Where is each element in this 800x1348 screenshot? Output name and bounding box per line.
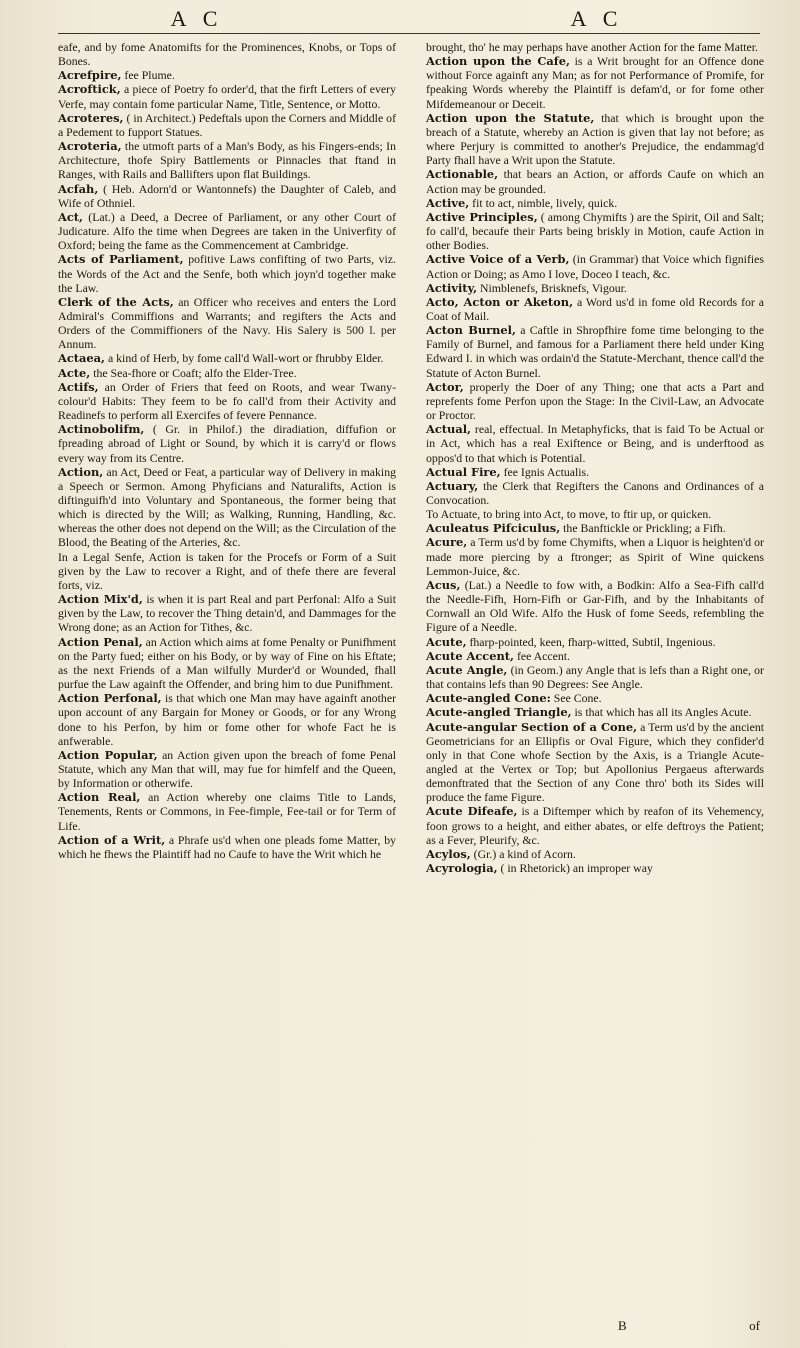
entry-definition: fee Ignis Actualis. — [500, 464, 590, 479]
dictionary-entry — [426, 663, 764, 691]
dictionary-entry — [58, 635, 396, 692]
entry-headword: Acus, — [426, 577, 461, 592]
entry-definition: a Caftle in Shropfhire fome time belonging to the Family of Burnel, and famous for a Parliament there held under King Edward I. in which was ordain'd the Statute-Merchant, thence call'd the Statute of Acton Burnel. — [426, 323, 764, 380]
dictionary-entry — [426, 281, 764, 295]
dictionary-entry — [426, 210, 764, 252]
dictionary-entry — [58, 111, 396, 139]
entry-definition: is that which one Man may have againft another upon account of any Bargain for Money or Goods, or for any Wrong done to his Perfon, by him or fome other for whofe Fact he is anfwerable. — [58, 691, 396, 748]
dictionary-entry — [58, 40, 396, 68]
dictionary-entry — [58, 748, 396, 790]
dictionary-entry — [58, 550, 396, 592]
entry-definition: fharp-pointed, keen, fharp-witted, Subtil, Ingenious. — [466, 634, 716, 649]
entry-definition: ( among Chymifts ) are the Spirit, Oil and Salt; fo call'd, becaufe their Parts being briskly in Motion, caufe Action in other Bodies. — [426, 209, 764, 253]
entry-headword: Action, — [58, 464, 104, 479]
entry-definition: pofitive Laws confifting of two Parts, viz. the Words of the Act and the Senfe, both which joyn'd together make the Law. — [58, 252, 396, 295]
entry-definition: brought, tho' he may perhaps have another Action for the fame Matter. — [426, 40, 759, 54]
entry-headword: Acylos, — [426, 846, 471, 861]
dictionary-entry — [58, 82, 396, 110]
entry-headword: Acute Angle, — [426, 662, 508, 677]
dictionary-entry — [426, 521, 764, 535]
entry-headword: Acute-angled Triangle, — [426, 705, 572, 720]
entry-definition: the Banftickle or Prickling; a Fifh. — [560, 521, 726, 536]
entry-headword: Acts of Parliament, — [58, 252, 184, 267]
entry-headword: Aculeatus Pifciculus, — [426, 521, 561, 536]
entry-headword: Acroteres, — [58, 110, 124, 125]
dictionary-entry — [58, 592, 396, 634]
dictionary-entry — [426, 323, 764, 380]
dictionary-entry — [426, 479, 764, 507]
dictionary-entry — [58, 295, 396, 352]
dictionary-entry — [426, 578, 764, 635]
entry-headword: Acute-angled Cone: — [426, 691, 551, 706]
entry-definition: a kind of Herb, by fome call'd Wall-wort or fhrubby Elder. — [105, 351, 384, 366]
entry-headword: Acton Burnel, — [426, 323, 516, 338]
entry-definition: real, effectual. In Metaphyficks, that is faid To be Actual or in Act, which has a real Exiftence or Being, and is underftood as oppos'd to that which is Potential. — [426, 422, 764, 465]
dictionary-entry — [426, 196, 764, 210]
entry-definition: a Word us'd in fome old Records for a Coat of Mail. — [426, 294, 765, 323]
entry-headword: Acrefpire, — [58, 68, 122, 83]
entry-definition: (in Geom.) any Angle that is lefs than a Right one, or that contains lefs than 90 Degrees: See Angle. — [426, 662, 764, 692]
dictionary-entry — [426, 705, 764, 719]
dictionary-entry — [58, 210, 396, 252]
entry-definition: (Lat.) a Deed, a Decree of Parliament, or any other Court of Judicature. Alfo the time when Degrees are taken in the Univerfity of Oxford; being the fame as the Commencement at Cambridge. — [58, 209, 396, 253]
entry-definition: Nimblenefs, Brisknefs, Vigour. — [477, 280, 627, 295]
entry-headword: Action Penal, — [58, 634, 143, 649]
running-header-left: A C — [170, 6, 224, 31]
left-column — [58, 40, 396, 861]
entry-definition: an Order of Friers that feed on Roots, and wear Twany-colour'd Habits: They feem to be fo call'd from their Activity and Readinefs to perform all Exercifes of fevere Pennance. — [58, 379, 396, 423]
entry-headword: Actionable, — [426, 167, 499, 182]
entry-headword: Actual, — [426, 422, 471, 437]
entry-definition: is a Diftemper which by reafon of its Vehemency, foon grows to a height, and either abates, or elfe deftroys the Patient; as a Fever, Pleurify, &c. — [426, 804, 764, 847]
dictionary-entry — [58, 833, 396, 861]
entry-definition: (in Grammar) that Voice which fignifies Action or Doing; as Amo I love, Doceo I teach, &c. — [426, 252, 764, 281]
entry-definition: ( in Rhetorick) an improper way — [497, 861, 653, 876]
entry-definition: (Gr.) a kind of Acorn. — [470, 846, 576, 861]
entry-definition: an Officer who receives and enters the Lord Admiral's Commiffions and Warrants; and regifters the Acts and Orders of the Commiffioners of the Navy. His Salery is 500 l. per Annum. — [58, 294, 396, 352]
dictionary-entry — [426, 380, 764, 422]
dictionary-entry — [426, 804, 764, 846]
dictionary-entry — [426, 635, 764, 649]
entry-headword: Actor, — [426, 379, 464, 394]
dictionary-entry — [426, 422, 764, 464]
entry-headword: Actual Fire, — [426, 464, 501, 479]
entry-headword: Action Real, — [58, 790, 141, 805]
entry-definition: an Action which aims at fome Penalty or Punifhment on the Party fued; either on his Body, or by way of Fine on his Eftate; as the next Friends of a Man wilfully Murder'd or Wounded, fhall purfue the Law againft the Offender, and bring him to due Punifhment. — [58, 634, 397, 692]
entry-definition: In a Legal Senfe, Action is taken for the Procefs or Form of a Suit given by the Law to recover a Right, and of thefe there are feveral forts, viz. — [58, 549, 396, 592]
dictionary-entry — [426, 535, 764, 577]
dictionary-entry — [426, 465, 764, 479]
entry-headword: Action Mix'd, — [58, 592, 143, 607]
dictionary-entry — [426, 720, 764, 805]
running-header-right: A C — [570, 6, 624, 31]
dictionary-entry — [426, 861, 764, 875]
entry-definition: is when it is part Real and part Perfonal: Alfo a Suit given by the Law, to recover the Thing detain'd, and Dammages for the Wrong done; as an Action for Tithes, &c. — [58, 592, 396, 635]
entry-headword: Action upon the Statute, — [426, 110, 595, 125]
entry-definition: that which is brought upon the breach of a Statute, whereby an Action is given that lay not before; as where Perjury is committed to another's Prejudice, the endammag'd Party fhall have a Writ upon the Statute. — [426, 110, 764, 168]
entry-definition: (Lat.) a Needle to fow with, a Bodkin: Alfo a Sea-Fifh call'd the Needle-Fifh, Horn-Fifh or Gar-Fifh, and by the Inhabitants of Cornwall an Old Wife. Alfo the Husk of fome Seeds, refembling the Figure of a Needle. — [426, 577, 764, 635]
entry-headword: Action upon the Cafe, — [426, 54, 570, 69]
entry-headword: Acute Difeafe, — [426, 804, 518, 819]
entry-headword: Acfah, — [58, 181, 99, 196]
dictionary-entry — [426, 40, 764, 54]
dictionary-entry — [426, 295, 764, 323]
entry-definition: See Cone. — [550, 691, 602, 706]
entry-headword: Acyrologia, — [426, 861, 498, 876]
dictionary-entry — [426, 847, 764, 861]
entry-definition: To Actuate, to bring into Act, to move, to ftir up, or quicken. — [426, 507, 712, 522]
dictionary-entry — [58, 380, 396, 422]
entry-headword: Clerk of the Acts, — [58, 294, 174, 309]
dictionary-entry — [426, 252, 764, 280]
entry-headword: Actuary, — [426, 478, 479, 493]
dictionary-entry — [426, 167, 764, 195]
dictionary-entry — [426, 54, 764, 111]
dictionary-entry — [426, 691, 764, 705]
entry-definition: the Sea-fhore or Coaft; alfo the Elder-Tree. — [90, 365, 297, 380]
entry-headword: Active Voice of a Verb, — [426, 252, 570, 267]
entry-headword: Acute Accent, — [426, 648, 514, 663]
dictionary-entry — [58, 351, 396, 365]
entry-definition: that bears an Action, or affords Caufe on which an Action may be grounded. — [426, 167, 764, 196]
dictionary-entry — [58, 465, 396, 550]
entry-headword: Acute-angular Section of a Cone, — [426, 719, 638, 734]
entry-headword: Acto, Acton or Aketon, — [426, 294, 574, 309]
dictionary-entry — [58, 691, 396, 748]
entry-definition: fit to act, nimble, lively, quick. — [469, 195, 618, 210]
entry-headword: Active Principles, — [426, 209, 538, 224]
entry-definition: a Term us'd by the ancient Geometricians for an Ellipfis or Oval Figure, which they confider'd only in that Cone whofe Section by the Axis, is a Triangle Acute-angled at the Vertex or Top; but Apollonius Pergaeus afterwards demonftrated that the Section of any Cone thro' both its Sides will produce the fame Figure. — [426, 719, 764, 805]
entry-definition: ( Gr. in Philof.) the diradiation, diffufion or fpreading abroad of Light or Sound, by which it is carry'd or flows every way from its Centre. — [58, 422, 396, 465]
entry-definition: an Act, Deed or Feat, a particular way of Delivery in making a Speech or Sermon. Among Phyficians and Naturalifts, Action is diftinguifh'd into Voluntary and Spontaneous, the former being that which is directed by the Will; as Walking, Running, Handling, &c. whereas the other does not depend on the Will; as the Circulation of the Blood, the Beating of the Arteries, &c. — [58, 464, 396, 550]
entry-definition: a piece of Poetry fo order'd, that the firft Letters of every Verfe, may contain fome particular Name, Title, Sentence, or Motto. — [58, 82, 396, 111]
entry-headword: Action of a Writ, — [58, 832, 166, 847]
dictionary-entry — [58, 790, 396, 832]
dictionary-entry — [58, 422, 396, 464]
entry-definition: the utmoft parts of a Man's Body, as his Fingers-ends; In Architecture, thofe Spiry Battlements or Pinnacles that ftand in Ranges, with Rails and Ballifters upon flat Buildings. — [58, 139, 396, 182]
entry-headword: Actifs, — [58, 379, 99, 394]
entry-headword: Actaea, — [58, 351, 106, 366]
dictionary-entry — [58, 366, 396, 380]
dictionary-entry — [58, 252, 396, 294]
dictionary-entry — [58, 68, 396, 82]
entry-headword: Active, — [426, 195, 470, 210]
entry-headword: Act, — [58, 209, 84, 224]
catchword: of — [749, 1318, 760, 1333]
entry-headword: Action Perfonal, — [58, 691, 162, 706]
signature-mark: B — [618, 1318, 627, 1333]
header-rule — [58, 33, 760, 34]
dictionary-entry — [58, 182, 396, 210]
entry-definition: a Term us'd by fome Chymifts, when a Liquor is heighten'd or made more piercing by a ftronger; as Spirit of Wine quickens Lemmon-Juice, &c. — [426, 535, 764, 578]
dictionary-entry — [426, 507, 764, 521]
entry-definition: fee Accent. — [514, 648, 571, 663]
entry-headword: Actinobolifm, — [58, 422, 145, 437]
dictionary-entry — [426, 649, 764, 663]
entry-definition: an Action given upon the breach of fome Penal Statute, which any Man that will, may fue for himfelf and the Queen, by Information or otherwife. — [58, 747, 397, 791]
entry-definition: is a Writ brought for an Offence done without Force againft any Man; as for not Performance of Promife, for fpeaking Words whereby the Plaintiff is defam'd, or for fome other Mifdemeanour or Deceit. — [426, 54, 764, 111]
entry-definition: an Action whereby one claims Title to Lands, Tenements, Rents or Commons, in Fee-fimple, Fee-tail or for Term of Life. — [58, 790, 396, 833]
entry-definition: ( in Architect.) Pedeftals upon the Corners and Middle of a Pedement to fupport Statues. — [58, 110, 396, 139]
entry-headword: Acute, — [426, 634, 467, 649]
entry-definition: is that which has all its Angles Acute. — [571, 705, 752, 720]
entry-definition: properly the Doer of any Thing; one that acts a Part and reprefents fome Perfon upon the Stage: In the Civil-Law, an Advocate or Proctor. — [426, 379, 764, 423]
entry-headword: Acure, — [426, 535, 468, 550]
entry-headword: Action Popular, — [58, 747, 158, 762]
entry-definition: a Phrafe us'd when one pleads fome Matter, by which he fhews the Plaintiff had no Caufe to have the Writ which he — [58, 832, 396, 861]
entry-definition: fee Plume. — [121, 68, 175, 83]
dictionary-entry — [426, 111, 764, 168]
entry-headword: Acte, — [58, 365, 91, 380]
entry-headword: Acroteria, — [58, 139, 122, 154]
entry-headword: Acroftick, — [58, 82, 121, 97]
entry-headword: Activity, — [426, 280, 478, 295]
right-column — [426, 40, 764, 875]
entry-definition: the Clerk that Regifters the Canons and Ordinances of a Convocation. — [426, 478, 764, 507]
entry-definition: ( Heb. Adorn'd or Wantonnefs) the Daughter of Caleb, and Wife of Othniel. — [58, 181, 396, 210]
dictionary-entry — [58, 139, 396, 181]
entry-definition: eafe, and by fome Anatomifts for the Prominences, Knobs, or Tops of Bones. — [58, 40, 396, 69]
